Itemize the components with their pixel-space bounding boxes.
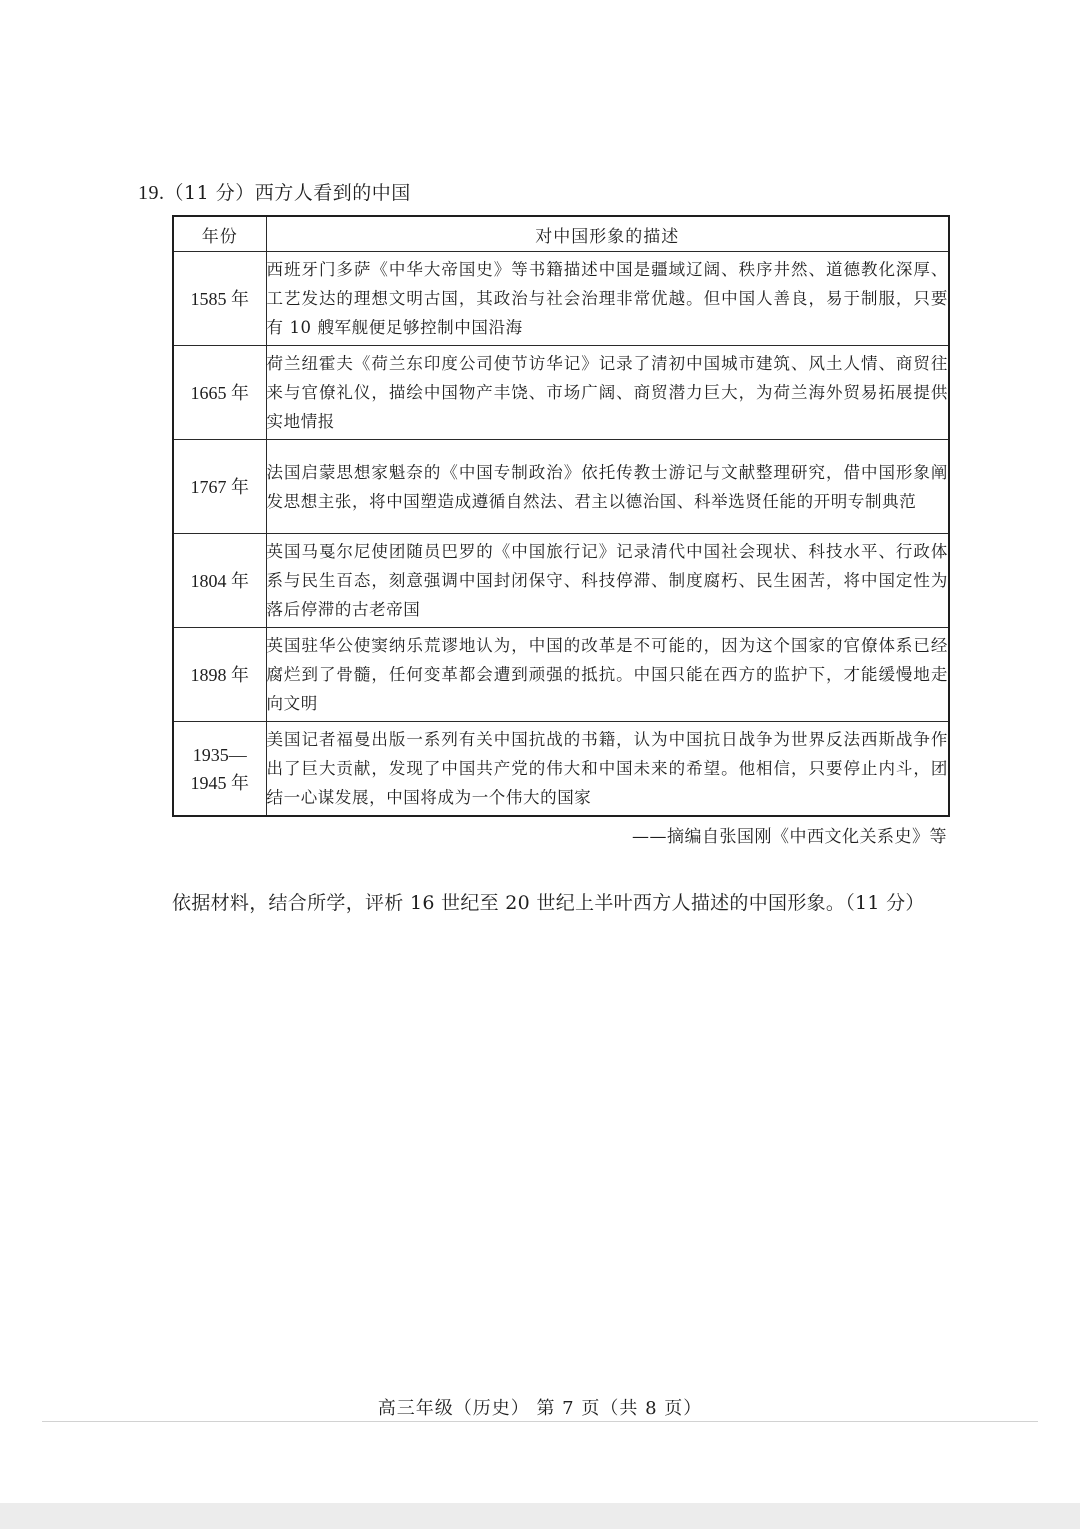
- table-row: [173, 534, 949, 628]
- header-description: 对中国形象的描述: [266, 216, 949, 252]
- table-row: [173, 346, 949, 440]
- year-cell: [173, 346, 266, 440]
- question-prompt: 依据材料，结合所学，评析 16 世纪至 20 世纪上半叶西方人描述的中国形象。（11 分）: [172, 892, 925, 914]
- description-cell: 英国驻华公使窦纳乐荒谬地认为，中国的改革是不可能的，因为这个国家的官僚体系已经腐烂到了骨髓，任何变革都会遭到顽强的抵抗。中国只能在西方的监护下，才能缓慢地走向文明: [266, 628, 949, 722]
- description-cell: 西班牙门多萨《中华大帝国史》等书籍描述中国是疆域辽阔、秩序井然、道德教化深厚、工艺发达的理想文明古国，其政治与社会治理非常优越。但中国人善良，易于制服，只要有 10 艘军舰便足够控制中国沿海: [266, 252, 949, 346]
- year-cell: [173, 252, 266, 346]
- year-cell: [173, 440, 266, 534]
- description-cell: 荷兰纽霍夫《荷兰东印度公司使节访华记》记录了清初中国城市建筑、风土人情、商贸往来与官僚礼仪，描绘中国物产丰饶、市场广阔、商贸潜力巨大，为荷兰海外贸易拓展提供实地情报: [266, 346, 949, 440]
- description-cell: 美国记者福曼出版一系列有关中国抗战的书籍，认为中国抗日战争为世界反法西斯战争作出了巨大贡献，发现了中国共产党的伟大和中国未来的希望。他相信，只要停止内斗，团结一心谋发展，中国将成为一个伟大的国家: [266, 722, 949, 817]
- page-edge-line: [42, 1421, 1038, 1422]
- year-cell: [173, 628, 266, 722]
- source-citation: ——摘编自张国刚《中西文化关系史》等: [632, 827, 947, 847]
- year-text: 1935—: [192, 744, 247, 765]
- table-header-row: [173, 216, 949, 252]
- year-text: 1804 年: [190, 570, 249, 591]
- year-text-line2: 1945 年: [190, 772, 249, 793]
- year-text: 1585 年: [190, 288, 249, 309]
- question-number: 19.: [138, 182, 165, 204]
- year-cell: [173, 722, 266, 817]
- table-row: [173, 440, 949, 534]
- description-cell: 英国马戛尔尼使团随员巴罗的《中国旅行记》记录清代中国社会现状、科技水平、行政体系与民生百态，刻意强调中国封闭保守、科技停滞、制度腐朽、民生困苦，将中国定性为落后停滞的古老帝国: [266, 534, 949, 628]
- table-row: [173, 722, 949, 817]
- question-heading: （11 分）西方人看到的中国: [164, 182, 411, 204]
- header-year: 年份: [173, 216, 266, 252]
- page-footer: 高三年级（历史） 第 7 页（共 8 页）: [377, 1398, 703, 1419]
- table-row: [173, 628, 949, 722]
- table-row: [173, 252, 949, 346]
- year-text: 1898 年: [190, 664, 249, 685]
- viewer-bottom-strip: [0, 1503, 1080, 1529]
- description-cell: 法国启蒙思想家魁奈的《中国专制政治》依托传教士游记与文献整理研究，借中国形象阐发思想主张，将中国塑造成遵循自然法、君主以德治国、科举选贤任能的开明专制典范: [266, 440, 949, 534]
- question-title: [138, 178, 411, 205]
- year-text: 1767 年: [190, 476, 249, 497]
- year-text: 1665 年: [190, 382, 249, 403]
- year-cell: [173, 534, 266, 628]
- material-table: [172, 215, 950, 817]
